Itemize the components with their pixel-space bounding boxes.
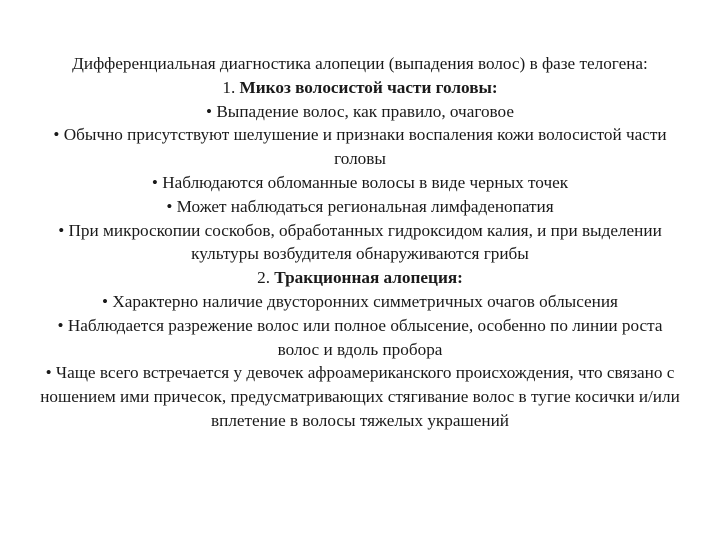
bullet-item: • Чаще всего встречается у девочек афроамериканского происхождения, что связано с ношением ими причесок, предусматривающих стягивание волос в тугие косички и/или вплетение в волосы тяжелых украшений [40, 363, 680, 430]
bullet-item: • Выпадение волос, как правило, очаговое [206, 101, 514, 121]
bullet-item: • Наблюдаются обломанные волосы в виде черных точек [151, 172, 569, 192]
bullet-item: • Характерно наличие двусторонних симметричных очагов облысения [102, 291, 618, 311]
section-heading-traction [40, 266, 680, 290]
section-number: 2. [257, 268, 270, 288]
slide-content [40, 52, 680, 433]
slide-title: Дифференциальная диагностика алопеции (выпадения волос) в фазе телогена: [72, 54, 648, 73]
section-heading-mycosis [40, 76, 680, 100]
section-title: Микоз волосистой части головы: [239, 77, 498, 97]
bullet-item: • Может наблюдаться региональная лимфаденопатия [166, 196, 554, 216]
section-title: Тракционная алопеция: [274, 268, 463, 288]
bullet-item: • При микроскопии соскобов, обработанных гидроксидом калия, и при выделении культуры возбудителя обнаруживаются грибы [58, 220, 662, 264]
bullet-item: • Обычно присутствуют шелушение и признаки воспаления кожи волосистой части головы [53, 125, 667, 169]
bullet-item: • Наблюдается разрежение волос или полное облысение, особенно по линии роста волос и вдоль пробора [57, 315, 663, 359]
section-number: 1. [222, 77, 236, 97]
